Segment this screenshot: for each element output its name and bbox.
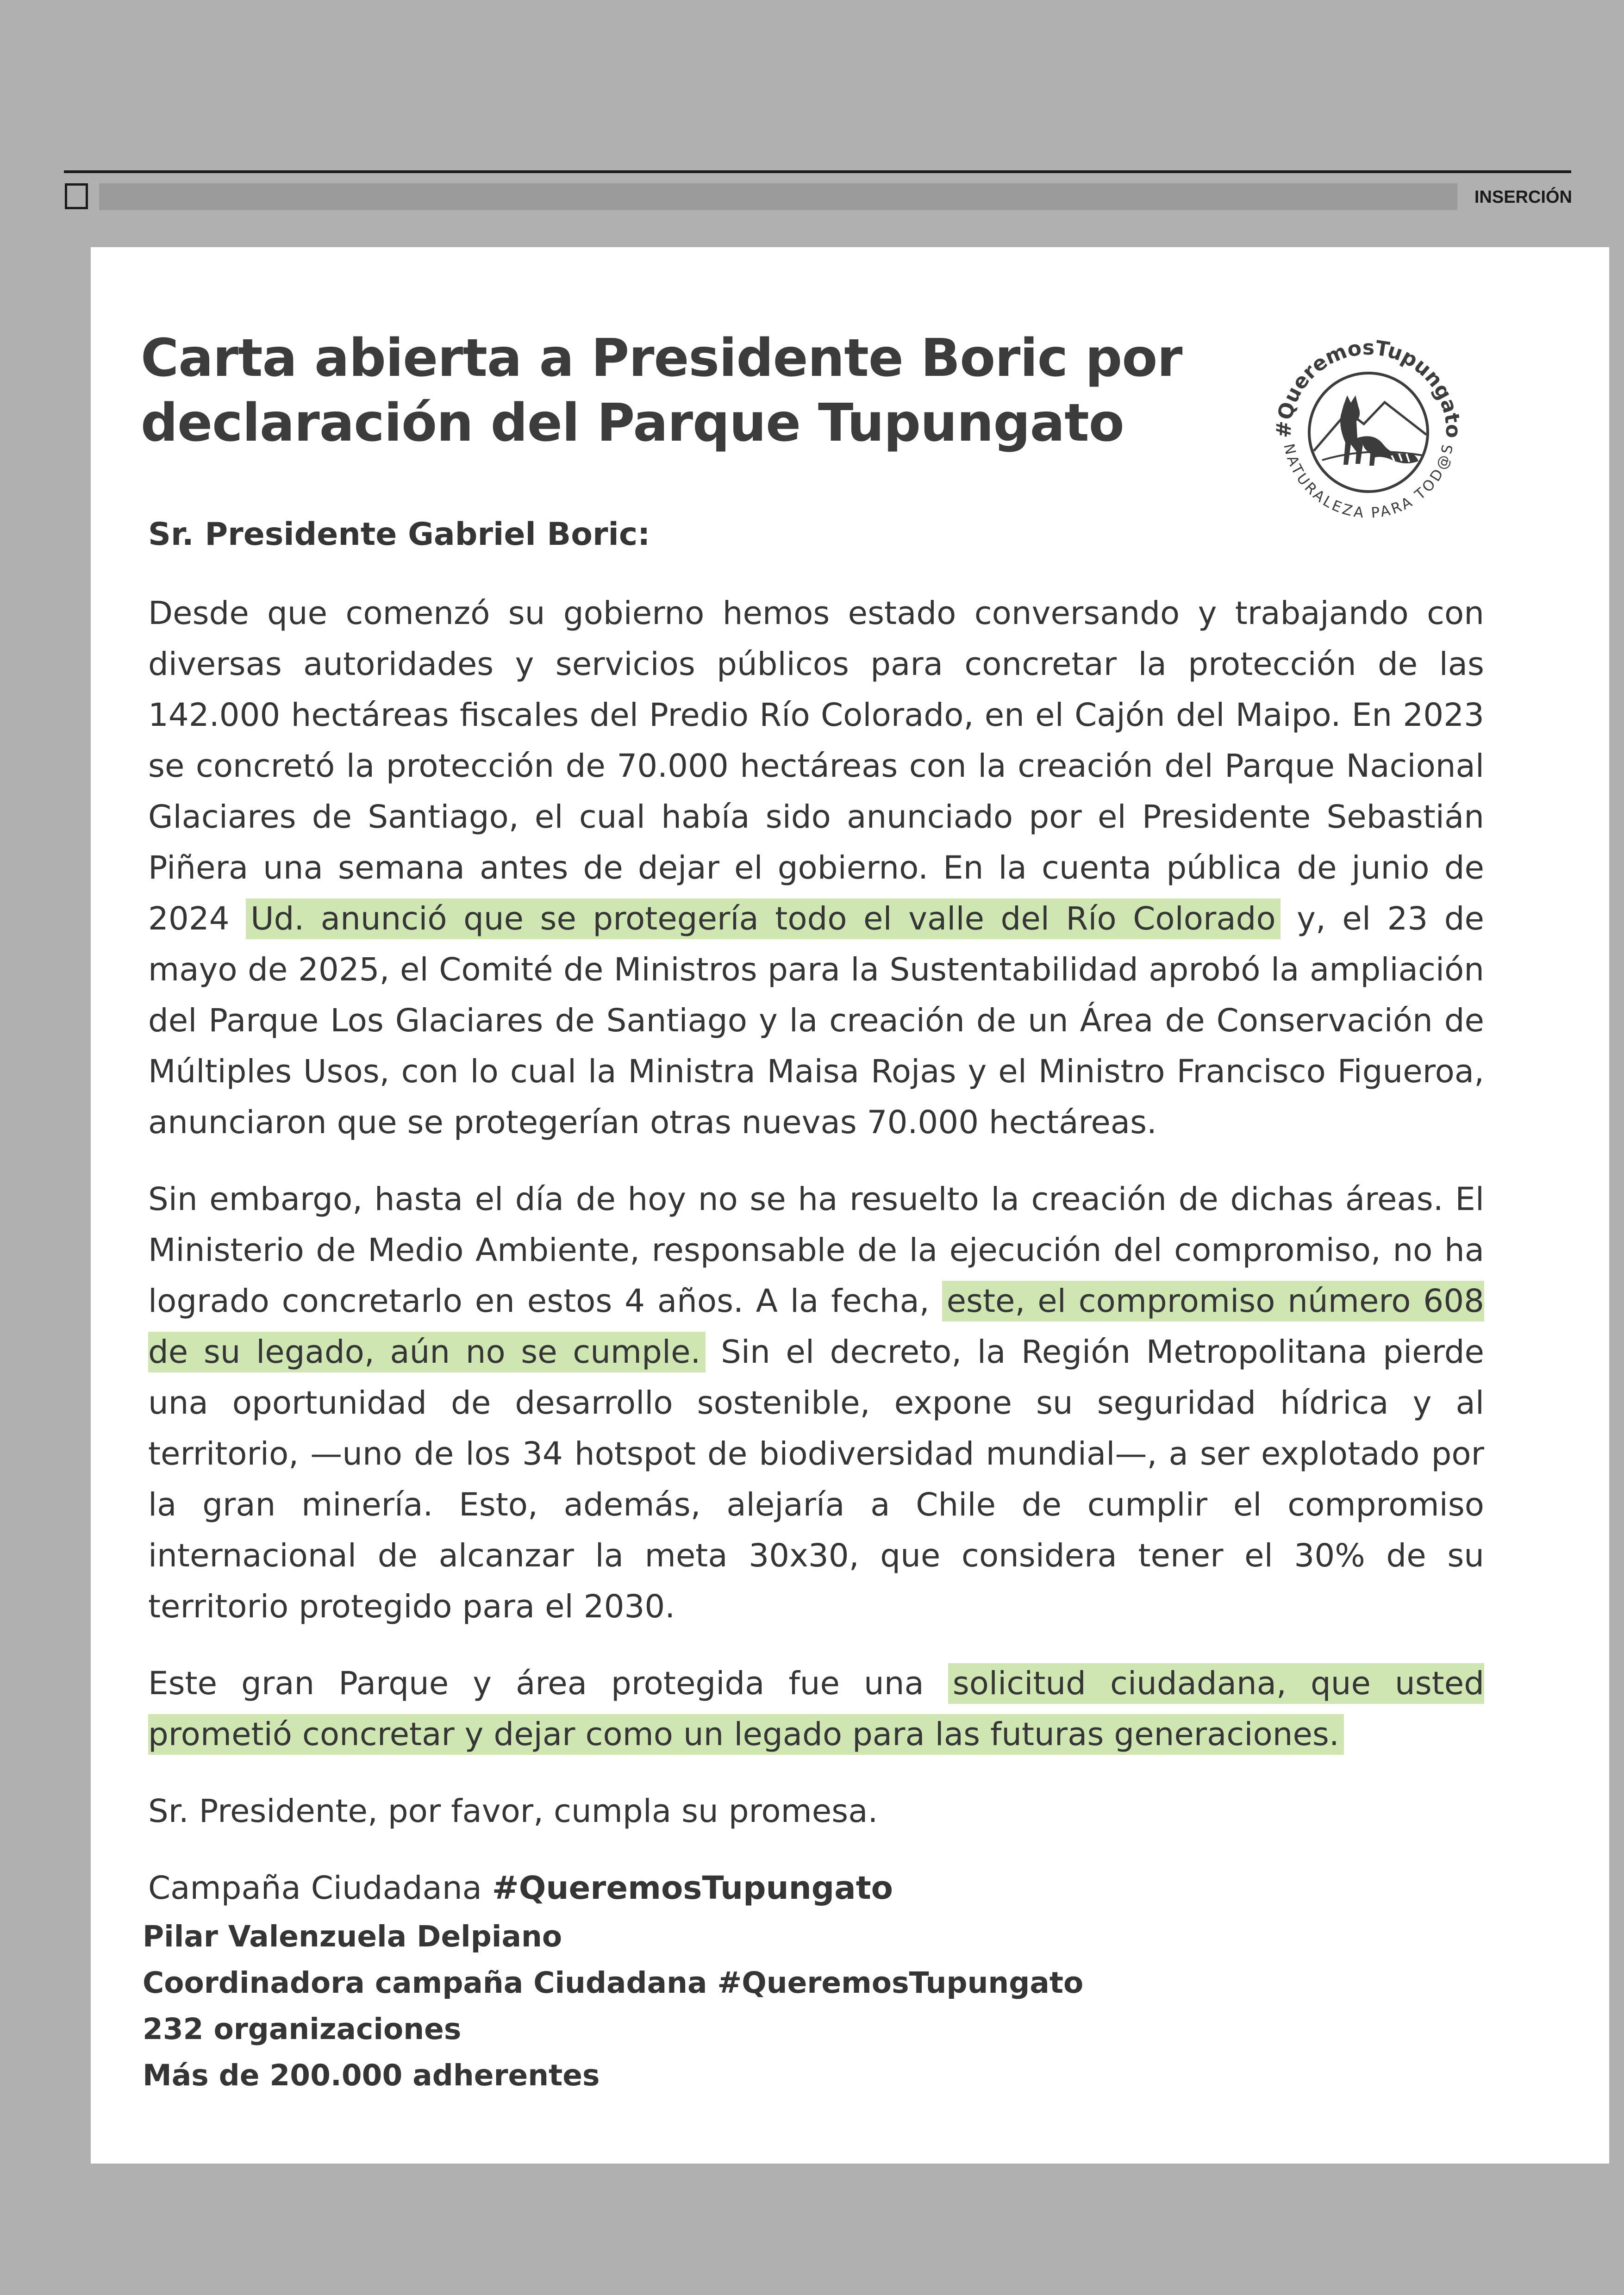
campaign-line	[148, 1863, 1484, 1914]
wildcat-mountains-icon	[1314, 395, 1426, 466]
letter-body	[148, 509, 1484, 1940]
title-line-2: declaración del Parque Tupungato	[141, 393, 1124, 453]
letter-page	[91, 247, 1609, 2164]
paragraph-3-highlight: solicitud ciudadana, que usted prometió concretar y dejar como un legado para las futuras generaciones.	[148, 1663, 1484, 1755]
campaign-prefix: Campaña Ciudadana	[148, 1870, 482, 1907]
signer-name: Pilar Valenzuela Delpiano	[143, 1920, 562, 1953]
paragraph-1-text-b: y, el 23 de mayo de 2025, el Comité de Ministros para la Sustentabilidad aprobó la ampliación del Parque Los Glaciares de Santiago y la creación de un Área de Conservación de Múltiples Usos, con lo cual la Ministra Maisa Rojas y el Ministro Francisco Figueroa, anunciaron que se protegerían otras nuevas 70.000 hectáreas.	[148, 900, 1485, 1141]
logo-top-text: #QueremosTupungato	[1272, 336, 1465, 438]
organizations-count: 232 organizaciones	[143, 2012, 462, 2046]
top-rule	[64, 170, 1571, 173]
insertion-label: INSERCIÓN	[1474, 187, 1572, 207]
title-line-1: Carta abierta a Presidente Boric por	[141, 328, 1182, 388]
paragraph-2-text-a: Sin embargo, hasta el día de hoy no se ha resuelto la creación de dichas áreas. El Ministerio de Medio Ambiente, responsable de la ejecución del compromiso, no ha logrado concretarlo en estos 4 años. A la fecha,	[148, 1181, 1484, 1320]
supporters-count: Más de 200.000 adherentes	[143, 2058, 600, 2092]
salutation: Sr. Presidente Gabriel Boric:	[148, 516, 650, 553]
signature-block	[143, 1914, 1439, 2099]
paragraph-1	[148, 588, 1484, 1148]
logo-ring	[1309, 373, 1428, 492]
paragraph-1-text-a: Desde que comenzó su gobierno hemos estado conversando y trabajando con diversas autoridades y servicios públicos para concretar la protección de las 142.000 hectáreas fiscales del Predio Río Colorado, en el Cajón del Maipo. En 2023 se concretó la protección de 70.000 hectáreas con la creación del Parque Nacional Glaciares de Santiago, el cual había sido anunciado por el Presidente Sebastián Piñera una semana antes de dejar el gobierno. En la cuenta pública de junio de 2024	[148, 595, 1484, 937]
checkbox-icon	[65, 183, 88, 209]
logo-bottom-text: NATURALEZA PARA TOD@S	[1280, 442, 1457, 522]
header-bar	[99, 183, 1457, 210]
paragraph-1-highlight: Ud. anunció que se protegería todo el valle del Río Colorado	[246, 898, 1280, 939]
paragraph-2-text-b: Sin el decreto, la Región Metropolitana pierde una oportunidad de desarrollo sostenible, expone su seguridad hídrica y al territorio, —uno de los 34 hotspot de biodiversidad mundial—, a ser explotado por la gran minería. Esto, además, alejaría a Chile de cumplir el compromiso internacional de alcanzar la meta 30x30, que considera tener el 30% de su territorio protegido para el 2030.	[148, 1334, 1485, 1625]
paragraph-2-highlight: este, el compromiso número 608 de su legado, aún no se cumple.	[148, 1281, 1484, 1372]
campaign-hashtag: #QueremosTupungato	[492, 1870, 893, 1907]
paragraph-2	[148, 1174, 1484, 1632]
paragraph-3-text-a: Este gran Parque y área protegida fue una	[148, 1665, 924, 1702]
signer-role: Coordinadora campaña Ciudadana #QueremosTupungato	[143, 1966, 1084, 2000]
letter-title	[141, 326, 1298, 455]
paragraph-3	[148, 1658, 1484, 1760]
plea: Sr. Presidente, por favor, cumpla su promesa.	[148, 1793, 878, 1830]
